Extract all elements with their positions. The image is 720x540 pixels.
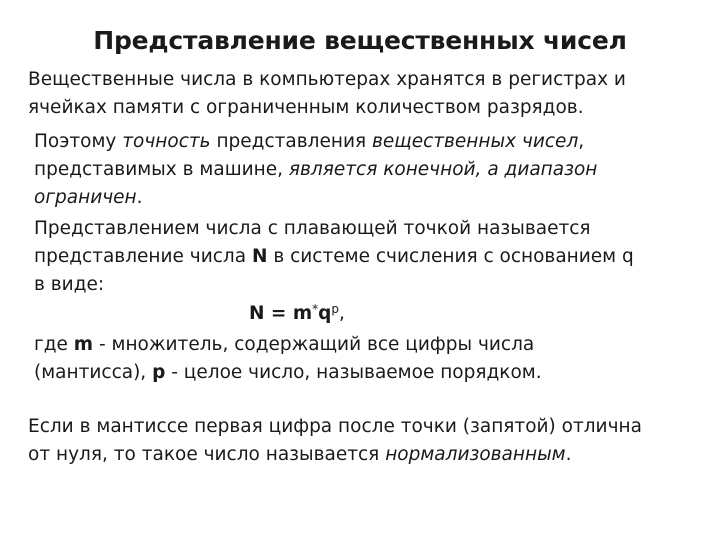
- term-real-numbers: вещественных чисел: [371, 131, 579, 152]
- text-run: (мантисса),: [34, 362, 153, 383]
- text-line: [34, 156, 597, 184]
- formula-lhs: N = m: [249, 303, 313, 324]
- formula-star: *: [312, 302, 319, 316]
- text-run: .: [136, 187, 143, 208]
- formula: [249, 300, 345, 328]
- text-line: [34, 331, 542, 359]
- text-run: - множитель, содержащий все цифры числа: [93, 334, 535, 355]
- text-line: Вещественные числа в компьютерах хранятся в регистрах и: [28, 69, 626, 90]
- formula-comma: ,: [339, 303, 345, 324]
- term-normalized: нормализованным: [385, 444, 566, 465]
- text-line: [34, 359, 542, 387]
- text-line: [28, 441, 642, 469]
- text-line: в виде:: [34, 274, 105, 295]
- text-run: Поэтому: [34, 131, 123, 152]
- term-precision: точность: [122, 131, 211, 152]
- paragraph-storage: [28, 66, 626, 122]
- paragraph-mantissa: [34, 331, 542, 387]
- symbol-m: m: [73, 334, 94, 355]
- paragraph-precision: [34, 128, 597, 212]
- text-run: представления: [210, 131, 372, 152]
- text-line: [34, 128, 597, 156]
- text-line: ячейках памяти с ограниченным количеством разрядов.: [28, 97, 584, 118]
- text-line: [34, 184, 597, 212]
- text-run: представление числа: [34, 246, 252, 267]
- text-run: .: [565, 444, 572, 465]
- paragraph-normalized: [28, 413, 642, 469]
- text-run: ,: [578, 131, 585, 152]
- text-line: [34, 243, 634, 271]
- symbol-p: p: [152, 362, 166, 383]
- text-line: Если в мантиссе первая цифра после точки (запятой) отлична: [28, 416, 642, 437]
- formula-q: q: [318, 303, 332, 324]
- text-run: - целое число, называемое порядком.: [165, 362, 542, 383]
- text-line: Представлением числа с плавающей точкой называется: [34, 218, 591, 239]
- slide-title: Представление вещественных чисел: [93, 26, 627, 55]
- term-limited: ограничен: [34, 187, 137, 208]
- symbol-n: N: [251, 246, 268, 267]
- text-run: где: [34, 334, 74, 355]
- paragraph-floating-point: [34, 215, 634, 299]
- formula-exponent: p: [331, 302, 340, 316]
- text-run: в системе счисления с основанием q: [267, 246, 634, 267]
- text-run: представимых в машине,: [34, 159, 289, 180]
- term-finite: является конечной, а диапазон: [288, 159, 598, 180]
- text-run: от нуля, то такое число называется: [28, 444, 386, 465]
